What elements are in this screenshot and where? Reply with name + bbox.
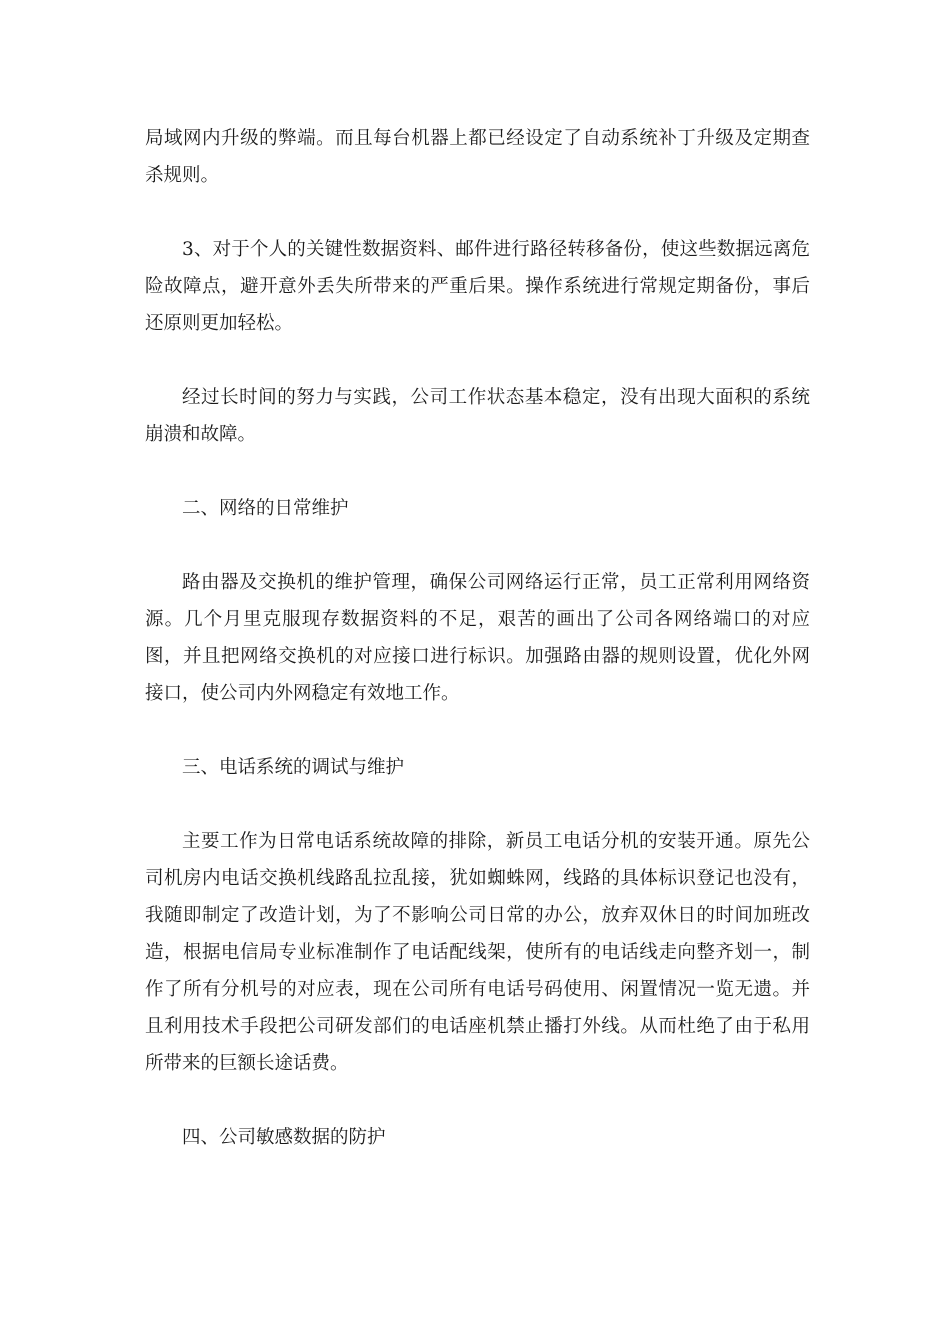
paragraph-summary: 经过长时间的努力与实践，公司工作状态基本稳定，没有出现大面积的系统崩溃和故障。 [145, 387, 810, 445]
section-heading-network: 二、网络的日常维护 [182, 498, 349, 519]
paragraph-phone: 主要工作为日常电话系统故障的排除，新员工电话分机的安装开通。原先公司机房内电话交换机线路乱拉乱接，犹如蜘蛛网，线路的具体标识登记也没有，我随即制定了改造计划，为了不影响公司日常的办公，放弃双休日的时间加班改造，根据电信局专业标准制作了电话配线架，使所有的电话线走向整齐划一，制作了所有分机号的对应表，现在公司所有电话号码使用、闲置情况一览无遗。并且利用技术手段把公司研发部们的电话座机禁止播打外线。从而杜绝了由于私用所带来的巨额长途话费。 [145, 831, 810, 1074]
document-body [145, 120, 810, 1193]
section-heading-phone: 三、电话系统的调试与维护 [182, 757, 405, 778]
paragraph-network: 路由器及交换机的维护管理，确保公司网络运行正常，员工正常利用网络资源。几个月里克服现存数据资料的不足，艰苦的画出了公司各网络端口的对应图，并且把网络交换机的对应接口进行标识。加强路由器的规则设置，优化外网接口，使公司内外网稳定有效地工作。 [145, 572, 810, 704]
paragraph-backup: 3、对于个人的关键性数据资料、邮件进行路径转移备份，使这些数据远离危险故障点，避开意外丢失所带来的严重后果。操作系统进行常规定期备份，事后还原则更加轻松。 [145, 239, 810, 334]
paragraph-continuation: 局域网内升级的弊端。而且每台机器上都已经设定了自动系统补丁升级及定期查杀规则。 [145, 128, 810, 186]
section-heading-data-protection: 四、公司敏感数据的防护 [182, 1127, 386, 1148]
